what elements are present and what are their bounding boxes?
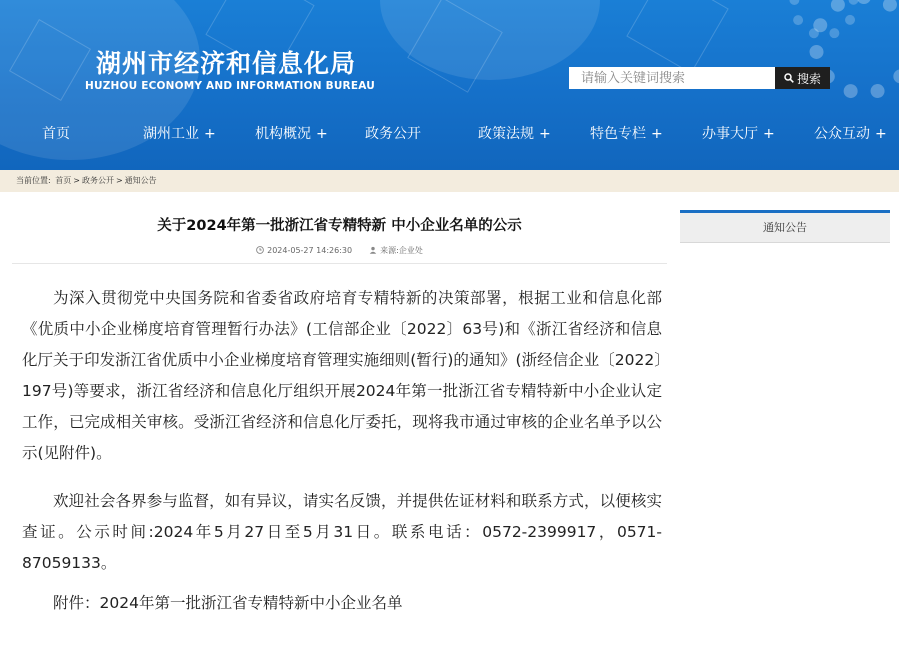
search-button-label: 搜索: [796, 71, 821, 86]
breadcrumb-link-gov-affairs[interactable]: 政务公开: [81, 176, 114, 185]
breadcrumb-link-home[interactable]: 首页: [55, 176, 72, 185]
nav-item-label: 办事大厅: [702, 126, 758, 142]
article-title: 关于2024年第一批浙江省专精特新 中小企业名单的公示: [157, 218, 522, 234]
search-input[interactable]: [569, 67, 775, 89]
nav-item-public-interaction[interactable]: [814, 118, 887, 150]
nav-item-policies[interactable]: [478, 118, 551, 150]
user-icon: [369, 246, 377, 254]
nav-item-label: 政务公开: [365, 126, 421, 142]
article-date: 2024-05-27 14:26:30: [267, 246, 353, 255]
nav-item-special-columns[interactable]: [590, 118, 663, 150]
nav-item-label: 公众互动: [814, 126, 870, 142]
site-logo-subtitle: HUZHOU ECONOMY AND INFORMATION BUREAU: [85, 80, 375, 92]
breadcrumb-separator: >: [115, 176, 123, 185]
expand-plus-icon: +: [651, 126, 663, 142]
nav-item-huzhou-industry[interactable]: [143, 118, 216, 150]
clock-icon: [256, 246, 264, 254]
nav-item-label: 机构概况: [255, 126, 311, 142]
expand-plus-icon: +: [316, 126, 328, 142]
article-paragraph: 为深入贯彻党中央国务院和省委省政府培育专精特新的决策部署，根据工业和信息化部《优质中小企业梯度培育管理暂行办法》(工信部企业〔2022〕63号)和《浙江省经济和信息化厅关于印发浙江省优质中小企业梯度培育管理实施细则(暂行)的通知》(浙经信企业〔2022〕197号)等要求，浙江省经济和信息化厅组织开展2024年第一批浙江省专精特新中小企业认定工作，已完成相关审核。受浙江省经济和信息化厅委托，现将我市通过审核的企业名单予以公示(见附件)。: [22, 289, 662, 462]
main-nav: [0, 118, 899, 150]
article-paragraph: 欢迎社会各界参与监督，如有异议，请实名反馈，并提供佐证材料和联系方式，以便核实查证。公示时间:2024年5月27日至5月31日。联系电话：0572-2399917，0571-87059133。: [22, 492, 662, 572]
nav-item-label: 湖州工业: [143, 126, 199, 142]
nav-item-organization[interactable]: [255, 118, 328, 150]
header-decoration: [626, 0, 728, 74]
sidebar-tab-notices[interactable]: 通知公告: [680, 210, 890, 243]
nav-item-label: 特色专栏: [590, 126, 646, 142]
breadcrumb-separator: >: [73, 176, 80, 185]
article-meta: [12, 245, 667, 256]
nav-item-gov-affairs[interactable]: [365, 118, 421, 150]
nav-item-home[interactable]: [42, 118, 70, 150]
expand-plus-icon: +: [875, 126, 887, 142]
breadcrumb-link-notices[interactable]: 通知公告: [124, 176, 157, 185]
expand-plus-icon: +: [763, 126, 775, 142]
site-logo-title[interactable]: 湖州市经济和信息化局: [96, 49, 357, 78]
nav-item-label: 政策法规: [478, 126, 534, 142]
expand-plus-icon: +: [539, 126, 551, 142]
search-button[interactable]: [775, 67, 830, 89]
article-content: [12, 200, 667, 670]
breadcrumb-prefix: 当前位置:: [16, 176, 51, 185]
expand-plus-icon: +: [204, 126, 216, 142]
article-source: 来源:企业处: [380, 246, 423, 255]
search-bar: [569, 67, 830, 89]
nav-item-service-hall[interactable]: [702, 118, 775, 150]
nav-item-label: 首页: [42, 126, 70, 142]
search-icon: [784, 73, 794, 83]
article-attachment-link[interactable]: 附件：2024年第一批浙江省专精特新中小企业名单: [53, 594, 403, 612]
site-header: [0, 0, 899, 170]
divider: [12, 263, 667, 264]
breadcrumb: [0, 170, 899, 192]
